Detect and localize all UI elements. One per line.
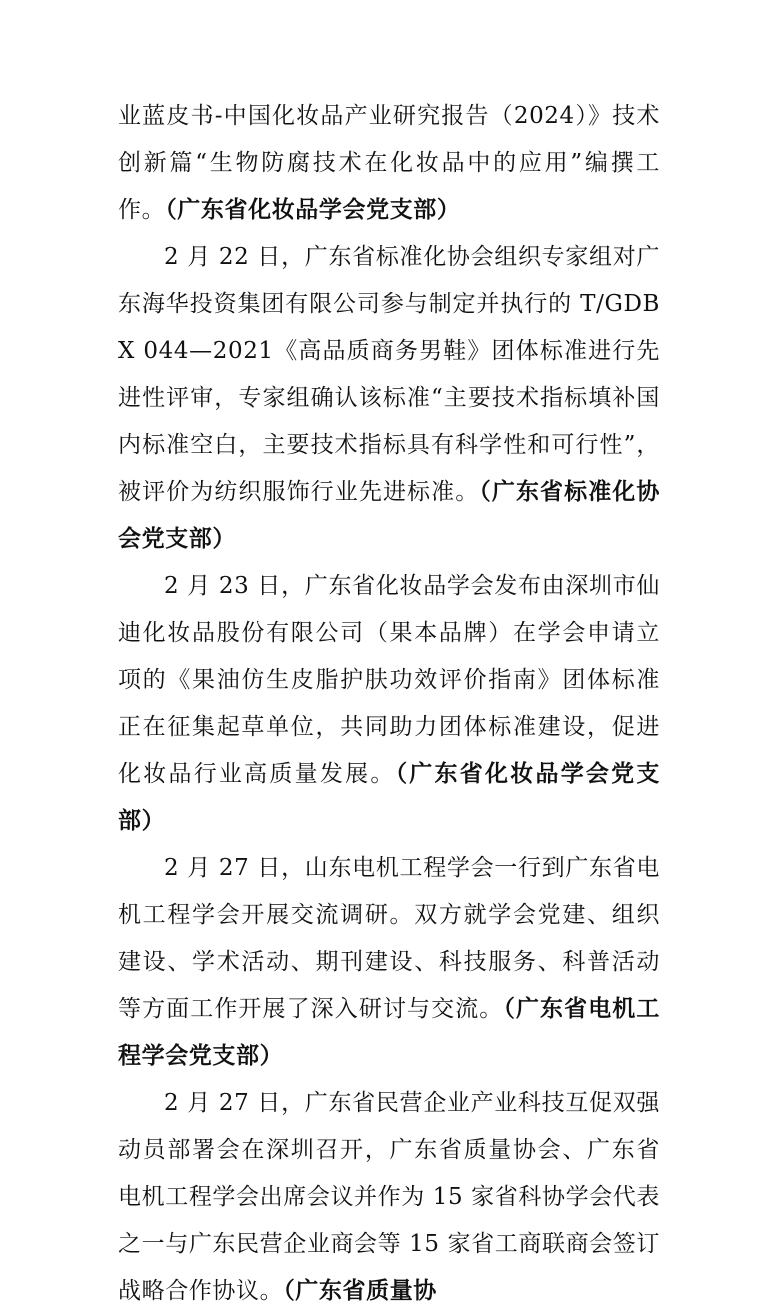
news-paragraph — [118, 93, 660, 234]
paragraph-text: 2 月 27 日，广东省民营企业产业科技互促双强动员部署会在深圳召开，广东省质量协会、广东省电机工程学会出席会议并作为 15 家省科协学会代表之一与广东民营企业商会等 15 家省工商联商会签订战略合作协议。 — [118, 1090, 660, 1304]
paragraph-source: （广东省化妆品学会党支部） — [165, 197, 461, 223]
paragraph-source: （广东省电机工程学会党支部） — [118, 996, 660, 1069]
news-paragraph — [118, 234, 660, 563]
paragraph-source: （广东省化妆品学会党支部） — [118, 761, 660, 834]
paragraph-text: 2 月 27 日，山东电机工程学会一行到广东省电机工程学会开展交流调研。双方就学会党建、组织建设、学术活动、期刊建设、科技服务、科普活动等方面工作开展了深入研讨与交流。 — [118, 855, 660, 1022]
news-paragraph — [118, 1080, 660, 1315]
paragraph-text: 2 月 22 日，广东省标准化协会组织专家组对广东海华投资集团有限公司参与制定并执行的 T/GDBX 044—2021《高品质商务男鞋》团体标准进行先进性评审，专家组确认该标准“主要技术指标填补国内标准空白，主要技术指标具有科学性和可行性”，被评价为纺织服饰行业先进标准。 — [118, 244, 660, 505]
paragraph-text: 2 月 23 日，广东省化妆品学会发布由深圳市仙迪化妆品股份有限公司（果本品牌）在学会申请立项的《果油仿生皮脂护肤功效评价指南》团体标准正在征集起草单位，共同助力团体标准建设，促进化妆品行业高质量发展。 — [118, 573, 660, 787]
paragraph-source: （广东省质量协 — [283, 1278, 437, 1304]
news-paragraph — [118, 845, 660, 1080]
paragraph-text: 业蓝皮书-中国化妆品产业研究报告（2024）》技术创新篇“生物防腐技术在化妆品中的应用”编撰工作。 — [118, 103, 660, 223]
news-paragraph — [118, 563, 660, 845]
paragraph-source: （广东省标准化协会党支部） — [118, 479, 660, 552]
